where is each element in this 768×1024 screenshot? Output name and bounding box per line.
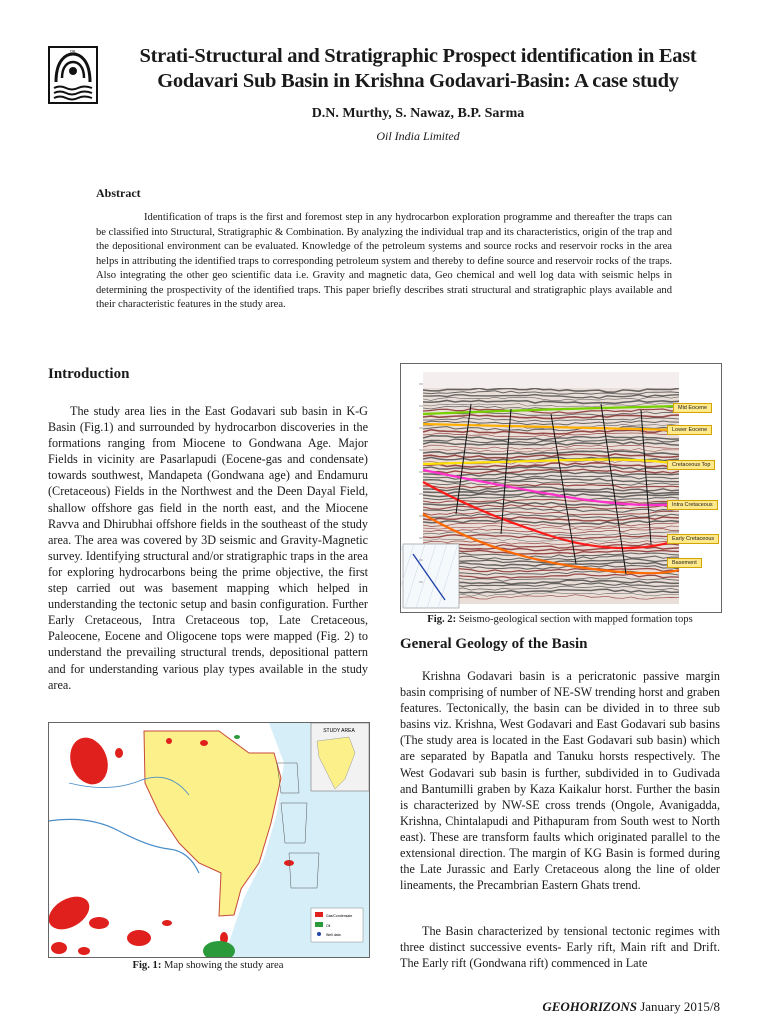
horizon-basement: Basement <box>667 558 702 568</box>
legend-oil: Oil <box>326 924 331 928</box>
footer-brand: GEOHORIZONS <box>542 999 637 1014</box>
horizon-lower-eocene: Lower Eocene <box>667 425 712 435</box>
figure-1-caption-text: Map showing the study area <box>164 960 284 971</box>
introduction-heading: Introduction <box>48 366 130 382</box>
figure-2-caption-text: Seismo-geological section with mapped formation tops <box>458 614 693 625</box>
figure-2-seismic-section <box>400 363 722 613</box>
horizon-early-cretaceous: Early Cretaceous <box>667 534 719 544</box>
horizon-intra-cretaceous: Intra Cretaceous <box>667 500 718 510</box>
abstract-text: Identification of traps is the first and foremost step in any hydrocarbon exploration programme and thereafter the traps can be classified into Structural, Stratigraphic & Combination. By analyzing the individual trap and its characteristics, origin of the trap and the depositional environment can be evaluated. Knowledge of the petroleum systems and source rocks and reservoir rocks in the area helps in attributing the identified traps to corresponding petroleum system and thereby to define source and reservoir rocks of the traps. Also integrating the other geo scientific data i.e. Gravity and magnetic data, Geo chemical and well log data with seismic helps in determining the prospectivity of the identified traps. This paper briefly describes strati structural and stratigraphic plays available and their characteristic features in the study area. <box>96 212 672 310</box>
figure-2-caption <box>396 614 724 625</box>
general-geology-para-1: Krishna Godavari basin is a pericratonic passive margin basin comprising of number of NE-SW trending horst and graben features. Tectonically, the basin can be divided in to three sub basins viz. Krishna, West Godavari and East Godavari sub basins (The study area is located in the East Godavari sub basin) which are separated by Bapatla and Tanuku horsts respectively. The West Godavari sub basin is further, subdivided in to Gudivada and Bantumilli graben by Kaza Kaikalur horst. Further the basin is characterized by NW-SE cross trends (Ongole, Avanigadda, Krishna, Chintalapudi and Pithapuram from South west to North east). These are transform faults which originated parallel to the extensional direction. The margin of KG Basin is formed during the Late Jurassic and Early Cretaceous along the line of older lineaments, the Precambrian Eastern Ghats trend. <box>400 669 720 893</box>
general-geology-para-2: The Basin characterized by tensional tectonic regimes with three distinct successive events- Early rift, Main rift and Drift. The Early rift (Gondwana rift) commenced in Late <box>400 924 720 971</box>
logo-text: OIL <box>69 48 77 54</box>
figure-1-label: Fig. 1: <box>132 960 162 971</box>
figure-2-label: Fig. 2: <box>427 614 457 625</box>
legend-well: Well data <box>326 933 341 937</box>
figure-1-caption <box>48 960 368 971</box>
paper-title: Strati-Structural and Stratigraphic Prospect identification in East Godavari Sub Basin in Krishna Godavari-Basin: A case study <box>139 45 697 92</box>
paper-authors: D.N. Murthy, S. Nawaz, B.P. Sarma <box>311 106 525 121</box>
page-footer <box>542 999 720 1015</box>
general-geology-heading: General Geology of the Basin <box>400 636 588 652</box>
horizon-mid-eocene: Mid Eocene <box>673 403 712 413</box>
abstract-heading: Abstract <box>96 186 141 200</box>
figure-1-map <box>48 722 370 958</box>
horizon-cretaceous-top: Cretaceous Top <box>667 460 715 470</box>
footer-issue: January 2015/8 <box>640 999 720 1014</box>
inset-label: STUDY AREA <box>323 728 355 734</box>
legend-gas: Gas/Condensate <box>326 914 353 918</box>
paper-affiliation: Oil India Limited <box>376 129 460 143</box>
oil-india-logo <box>48 46 98 104</box>
introduction-text: The study area lies in the East Godavari sub basin in K-G Basin (Fig.1) and surrounded by hydrocarbon discoveries in the formations ranging from Miocene to Gondwana Age. Major Fields in vicinity are Pasarlapudi (Eocene-gas and condensate) towards southwest, Mandapeta (Gondwana age) and Endamuru (Cretaceous) Fields in the Northwest and the Deen Dayal Field, shallow offshore gas field in the north east, and the Miocene Ravva and Dhirubhai offshore fields in the southeast of the study area. The area was covered by 3D seismic and Gravity-Magnetic survey. Identifying structural and/or stratigraphic traps in the area for exploring hydrocarbons being the prime objective, the first step carried out was basement mapping which helped in understanding the tectonic setup and basin configuration. Further Early Cretaceous, Intra Cretaceous top, Late Cretaceous, Paleocene, Eocene and Oligocene tops were mapped (Fig. 2) to understand the prevailing structural trends, depositional pattern and for understanding various play types available in the study area. <box>48 404 368 692</box>
